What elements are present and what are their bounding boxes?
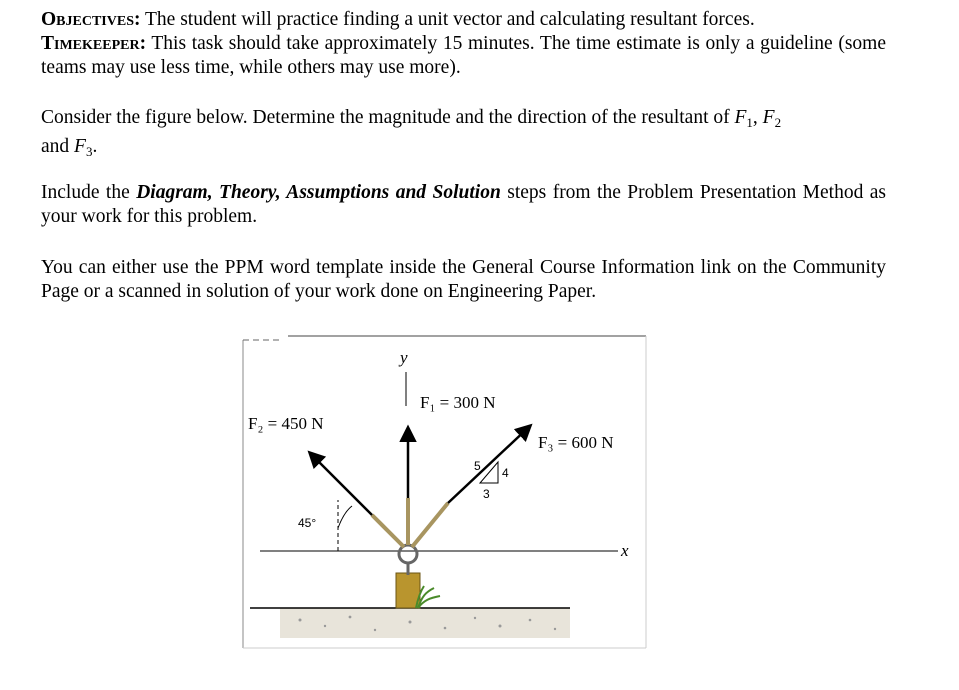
consider-paragraph: Consider the figure below. Determine the magnitude and the direction of the resultant of $F_1$, $F_2$ and $F_3$. — [41, 107, 782, 159]
f2-arrow — [310, 453, 372, 515]
objectives-label: Objectives: — [41, 9, 141, 30]
slope-run: 3 — [483, 487, 490, 501]
force-diagram — [240, 330, 650, 652]
f3-symbol: $F_3$ — [74, 136, 93, 159]
f3-label: F₃ = 600 N — [538, 433, 614, 452]
template-text: You can either use the PPM word template inside the General Course Information link on the Community Page or a scanned in solution of your work done on Engineering Paper. — [41, 257, 886, 302]
f2-label: F₂ = 450 N — [248, 414, 324, 433]
angle-label: 45° — [298, 516, 317, 530]
f2-rope — [372, 515, 404, 547]
eye-bolt — [399, 545, 417, 563]
timekeeper-paragraph — [41, 32, 886, 80]
force-diagram-svg — [240, 330, 650, 652]
f2-symbol: $F_2$ — [762, 107, 782, 130]
timekeeper-text: This task should take approximately 15 minutes. The time estimate is only a guideline (some teams may use less time, while others may use more). — [41, 33, 886, 78]
include-paragraph — [41, 181, 886, 229]
consider-and: and — [41, 136, 70, 157]
f3-rope — [412, 503, 448, 547]
objectives-line — [41, 8, 886, 32]
timekeeper-label: Timekeeper: — [41, 33, 147, 54]
objectives-text: The student will practice finding a unit vector and calculating resultant forces. — [145, 9, 755, 30]
template-paragraph — [41, 256, 886, 304]
slope-rise: 4 — [502, 466, 509, 480]
include-emphasis: Diagram, Theory, Assumptions and Solution — [136, 182, 501, 203]
consider-text: Consider the figure below. Determine the magnitude and the direction of the resultant of — [41, 107, 730, 128]
f1-label: F₁ = 300 N — [420, 393, 496, 412]
f1-symbol: $F_1$ — [734, 107, 753, 130]
slope-hyp: 5 — [474, 459, 481, 473]
x-axis-label: x — [621, 541, 629, 560]
ground-soil — [280, 608, 570, 638]
include-post: steps from the Problem Presentation Method as your work for this problem. — [41, 182, 887, 227]
y-axis-label: y — [400, 348, 408, 367]
include-pre: Include the — [41, 182, 130, 203]
angle-arc — [338, 506, 352, 528]
